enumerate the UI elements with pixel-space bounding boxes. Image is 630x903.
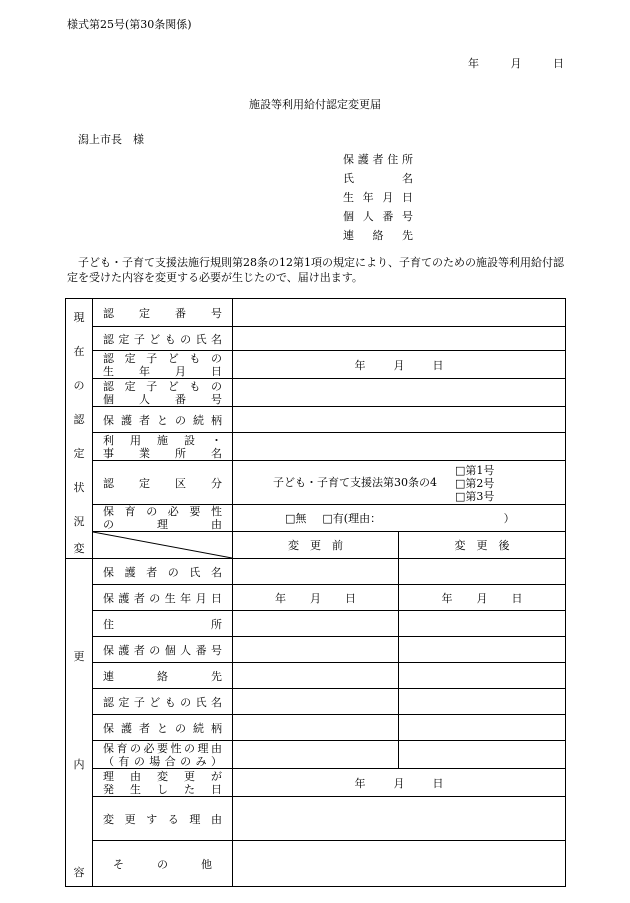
applicant-birthdate-label: 生年月日 (343, 191, 413, 204)
side-char: 況 (73, 515, 85, 528)
cert-category-label: 認定区分 (93, 461, 233, 505)
cert-number-field[interactable] (233, 299, 566, 327)
cert-number-label: 認定番号 (93, 299, 233, 327)
cert-options (455, 464, 494, 503)
child-id-field[interactable] (233, 379, 566, 407)
side-char: 認 (73, 413, 85, 426)
applicant-block (343, 150, 413, 245)
side-char: 現 (73, 311, 85, 324)
date-month: 月 (510, 57, 522, 70)
child-name-change-label: 認定子どもの氏名 (93, 689, 233, 715)
relationship-label: 保護者との続柄 (93, 407, 233, 433)
need-reason-label: 保育の必要性 の理由 (93, 505, 233, 532)
relationship-before[interactable] (233, 715, 399, 741)
guardian-birth-before[interactable]: 年 月 日 (233, 585, 399, 611)
address-before[interactable] (233, 611, 399, 637)
form-table (65, 298, 566, 887)
child-birthdate-label: 認定子どもの 生年月日 (93, 351, 233, 379)
other-field[interactable] (233, 841, 566, 887)
child-name-before[interactable] (233, 689, 399, 715)
child-name-label: 認定子どもの氏名 (93, 327, 233, 351)
need-close-paren: ） (503, 512, 515, 525)
applicant-id-label: 個人番号 (343, 210, 413, 223)
changes-side-label (66, 542, 93, 887)
reason-date-field[interactable]: 年 月 日 (233, 769, 566, 797)
applicant-name-label: 氏 名 (343, 172, 413, 185)
cert-category-field (233, 461, 566, 505)
facility-field[interactable] (233, 433, 566, 461)
intro-paragraph: 子ども・子育て支援法施行規則第28条の12第1項の規定により、子育てのための施設等利用給付認定を受けた内容を変更する必要が生じたので、届け出ます。 (67, 256, 564, 284)
form-number-label: 様式第25号(第30条関係) (67, 18, 192, 31)
applicant-address-label: 保護者住所 (343, 153, 413, 166)
other-label: その他 (93, 841, 233, 887)
addressee: 潟上市長 様 (78, 133, 144, 146)
guardian-id-before[interactable] (233, 637, 399, 663)
guardian-id-after[interactable] (399, 637, 566, 663)
side-char: 状 (73, 481, 85, 494)
side-char: 在 (73, 345, 85, 358)
cert-category-text: 子ども・子育て支援法第30条の4 (273, 476, 437, 489)
address-after[interactable] (399, 611, 566, 637)
need-reason-change-label: 保育の必要性の理由 （有の場合のみ） (93, 741, 233, 769)
need-yes-checkbox[interactable]: □有(理由： (322, 512, 376, 525)
need-reason-field (233, 505, 566, 532)
child-name-after[interactable] (399, 689, 566, 715)
change-after-header: 変 更 後 (399, 532, 566, 559)
change-reason-field[interactable] (233, 797, 566, 841)
contact-after[interactable] (399, 663, 566, 689)
applicant-contact-label: 連絡先 (343, 229, 413, 242)
current-status-side-label (66, 299, 93, 559)
side-char: 変 (73, 542, 85, 555)
cert-option-3[interactable]: □第3号 (455, 490, 495, 503)
side-char: の (73, 379, 85, 392)
submission-date (468, 55, 564, 71)
need-reason-before[interactable] (233, 741, 399, 769)
relationship-field[interactable] (233, 407, 566, 433)
change-reason-label: 変更する理由 (93, 797, 233, 841)
guardian-birth-after[interactable]: 年 月 日 (399, 585, 566, 611)
guardian-id-label: 保護者の個人番号 (93, 637, 233, 663)
relationship-after[interactable] (399, 715, 566, 741)
side-char: 更 (73, 650, 85, 663)
facility-label: 利用施設・ 事業所名 (93, 433, 233, 461)
cert-option-2[interactable]: □第2号 (455, 477, 495, 490)
change-header-diagonal (93, 532, 233, 559)
side-char: 定 (73, 447, 85, 460)
side-char: 内 (73, 758, 85, 771)
guardian-name-before[interactable] (233, 559, 399, 585)
child-id-label: 認定子どもの 個人番号 (93, 379, 233, 407)
relationship-change-label: 保護者との続柄 (93, 715, 233, 741)
address-label: 住所 (93, 611, 233, 637)
child-birthdate-field[interactable]: 年 月 日 (233, 351, 566, 379)
side-char: 容 (73, 866, 85, 879)
date-day: 日 (553, 57, 564, 70)
guardian-birth-label: 保護者の生年月日 (93, 585, 233, 611)
guardian-name-after[interactable] (399, 559, 566, 585)
date-year: 年 (468, 57, 479, 70)
cert-option-1[interactable]: □第1号 (455, 464, 495, 477)
contact-before[interactable] (233, 663, 399, 689)
need-reason-after[interactable] (399, 741, 566, 769)
child-name-field[interactable] (233, 327, 566, 351)
change-before-header: 変 更 前 (233, 532, 399, 559)
contact-label: 連絡先 (93, 663, 233, 689)
reason-date-label: 理由変更が 発生した日 (93, 769, 233, 797)
guardian-name-label: 保護者の氏名 (93, 559, 233, 585)
document-title: 施設等利用給付認定変更届 (249, 98, 381, 111)
need-none-checkbox[interactable]: □無 (285, 512, 307, 525)
